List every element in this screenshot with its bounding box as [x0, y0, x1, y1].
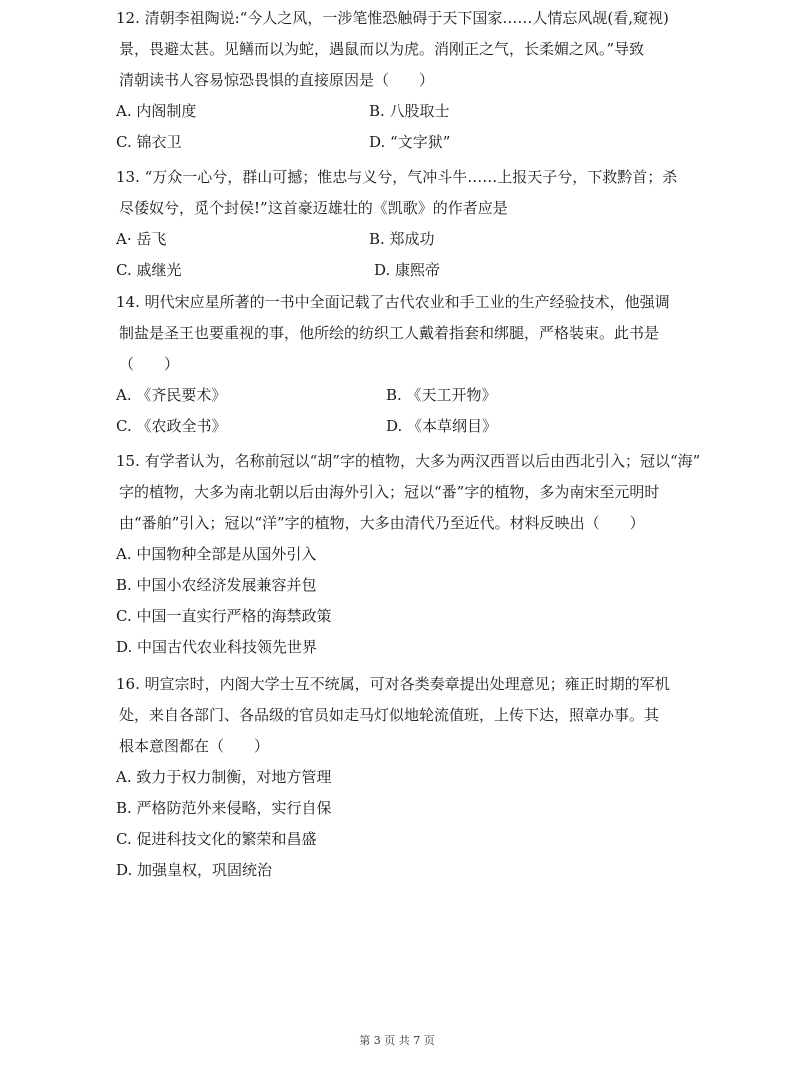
- question-15-stem-line-2: 字的植物，大多为南北朝以后由海外引入；冠以“番”字的植物，多为南宋至元明时: [119, 483, 660, 501]
- question-14-stem-line-3: （ ）: [119, 355, 180, 373]
- question-13-stem-line-2: 尽倭奴兮，觅个封侯!”这首豪迈雄壮的《凯歌》的作者应是: [119, 199, 508, 217]
- question-16-option-b: B. 严格防范外来侵略，实行自保: [116, 799, 332, 817]
- question-15-option-c: C. 中国一直实行严格的海禁政策: [116, 607, 332, 625]
- question-14-stem-line-2: 制盐是圣王也要重视的事，他所绘的纺织工人戴着指套和绑腿，严格装束。此书是: [119, 324, 660, 342]
- question-12-stem-line-1: 12. 清朝李祖陶说:“今人之风，一涉笔惟恐触碍于天下国家……人情忘风觇(看,窥视): [116, 9, 669, 27]
- question-13-option-d: D. 康熙帝: [374, 261, 441, 279]
- question-14-option-b: B. 《天工开物》: [386, 386, 497, 404]
- question-16-option-c: C. 促进科技文化的繁荣和昌盛: [116, 830, 317, 848]
- question-14-option-a: A. 《齐民要术》: [116, 386, 227, 404]
- question-14-options-row-1: [116, 380, 706, 411]
- question-16-stem-line-1: 16. 明宣宗时，内阁大学士互不统属，可对各类奏章提出处理意见；雍正时期的军机: [116, 675, 670, 693]
- question-13-option-a: A· 岳飞: [116, 230, 167, 248]
- question-12-option-c: C. 锦衣卫: [116, 133, 182, 151]
- question-16-option-d: D. 加强皇权，巩固统治: [116, 861, 273, 879]
- question-15-option-a: A. 中国物种全部是从国外引入: [116, 545, 317, 563]
- question-12-stem-line-3: 清朝读书人容易惊恐畏惧的直接原因是（ ）: [119, 71, 435, 89]
- question-13-options-row-1: [116, 224, 706, 255]
- question-15-stem-line-1: 15. 有学者认为，名称前冠以“胡”字的植物，大多为两汉西晋以后由西北引入；冠以“海”: [116, 452, 701, 470]
- question-16-stem-line-3: 根本意图都在（ ）: [119, 737, 270, 755]
- question-15-stem-line-3: 由“番舶”引入；冠以“洋”字的植物，大多由清代乃至近代。材料反映出（ ）: [119, 514, 645, 532]
- question-13-stem-line-1: 13. “万众一心兮，群山可撼；惟忠与义兮，气冲斗牛……上报天子兮，下救黔首；杀: [116, 168, 678, 186]
- page-number-footer: 第 3 页 共 7 页: [359, 1034, 435, 1047]
- question-13-option-b: B. 郑成功: [369, 230, 435, 248]
- question-14-option-c: C. 《农政全书》: [116, 417, 227, 435]
- question-14-option-d: D. 《本草纲目》: [386, 417, 498, 435]
- question-12-option-a: A. 内阁制度: [116, 102, 197, 120]
- question-12: [116, 3, 706, 158]
- question-13-option-c: C. 戚继光: [116, 261, 182, 279]
- question-12-options-row-1: [116, 96, 706, 127]
- question-13: [116, 162, 706, 286]
- question-12-option-b: B. 八股取士: [369, 102, 450, 120]
- question-13-options-row-2: [116, 255, 706, 286]
- question-14: [116, 287, 706, 442]
- question-15-option-b: B. 中国小农经济发展兼容并包: [116, 576, 317, 594]
- question-15-option-d: D. 中国古代农业科技领先世界: [116, 638, 318, 656]
- question-16: [116, 669, 706, 886]
- question-16-stem-line-2: 处，来自各部门、各品级的官员如走马灯似地轮流值班，上传下达，照章办事。其: [119, 706, 660, 724]
- question-12-option-d: D. “文字狱”: [369, 133, 451, 151]
- question-15: [116, 446, 706, 663]
- question-16-option-a: A. 致力于权力制衡，对地方管理: [116, 768, 332, 786]
- question-12-options-row-2: [116, 127, 706, 158]
- question-14-stem-line-1: 14. 明代宋应星所著的一书中全面记载了古代农业和手工业的生产经验技术，他强调: [116, 293, 670, 311]
- question-14-options-row-2: [116, 411, 706, 442]
- question-12-stem-line-2: 景，畏避太甚。见鳝而以为蛇，遇鼠而以为虎。消刚正之气，长柔媚之风。”导致: [119, 40, 645, 58]
